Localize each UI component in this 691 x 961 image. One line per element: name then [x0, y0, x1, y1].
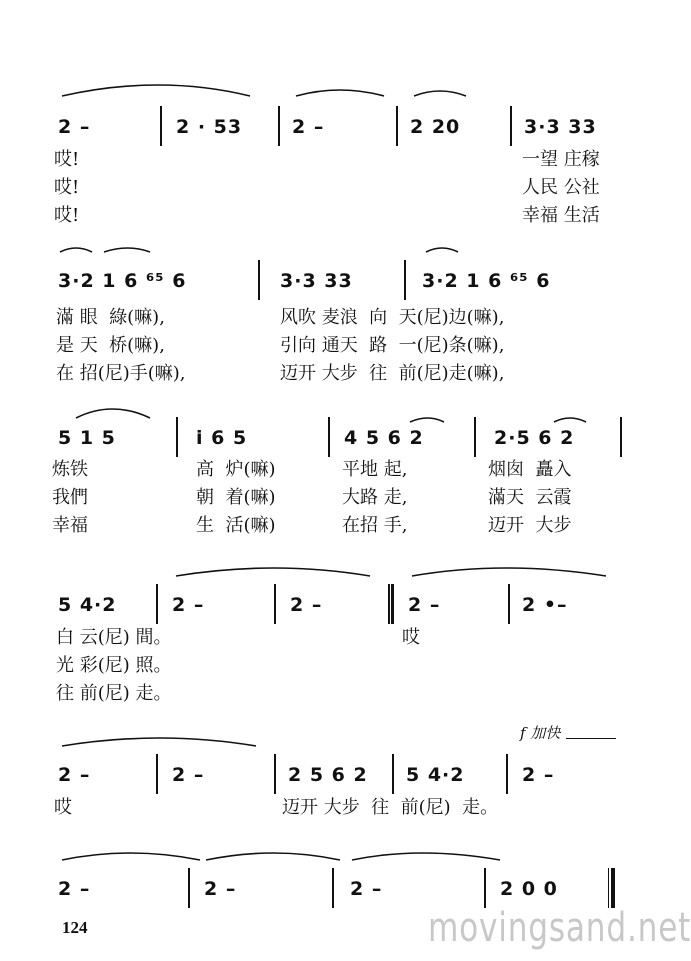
- lyric-line: [0, 146, 640, 174]
- repeat-barline: [388, 584, 394, 624]
- slur: [62, 738, 256, 746]
- slur: [414, 91, 466, 96]
- lyric: 朝 着(嘛): [196, 487, 276, 508]
- slur: [410, 418, 444, 422]
- measure: 2 –: [58, 764, 91, 786]
- lyric: 大路 走,: [342, 487, 408, 508]
- lyric: 白 云(尼) 間。: [56, 627, 172, 648]
- measure: 2·5 6 2: [494, 427, 575, 449]
- barline: [484, 868, 486, 908]
- lyric: 是 天 桥(嘛),: [56, 335, 165, 356]
- lyric-line: [0, 456, 640, 484]
- barline: [404, 260, 406, 300]
- lyric-line: [0, 624, 640, 652]
- lyric: 人民 公社: [522, 177, 600, 198]
- lyric-line: [0, 484, 640, 512]
- measure: 2 –: [58, 116, 91, 138]
- barline: [474, 417, 476, 457]
- lyric: 迈开 大步: [488, 515, 572, 536]
- measure: 2 •–: [522, 594, 568, 616]
- measure: 2 0 0: [500, 878, 558, 900]
- lyric-line: [0, 202, 640, 230]
- watermark: movingsand.net: [428, 905, 691, 951]
- measure: 5 4·2: [406, 764, 465, 786]
- lyric: 生 活(嘛): [196, 515, 276, 536]
- barline: [328, 417, 330, 457]
- lyric: 高 炉(嘛): [196, 459, 276, 480]
- measure: 2 –: [172, 764, 205, 786]
- measure: 2 –: [290, 594, 323, 616]
- slur: [412, 568, 606, 576]
- barline: [392, 754, 394, 794]
- measure: 3·3 33: [524, 116, 597, 138]
- tempo-mark: f 加快: [520, 724, 561, 742]
- lyric-line: [0, 332, 640, 360]
- tempo-line: [566, 738, 616, 739]
- lyric-line: [0, 304, 640, 332]
- measure: 3·2 1 6 ⁶⁵ 6: [58, 270, 187, 292]
- measure: 2 –: [522, 764, 555, 786]
- notes-row: [0, 423, 640, 453]
- notes-row: [0, 266, 640, 296]
- lyric-line: [0, 512, 640, 540]
- lyric: 炼铁: [52, 459, 88, 480]
- barline: [620, 417, 622, 457]
- slur: [352, 853, 500, 860]
- lyric-line: [0, 174, 640, 202]
- lyric: 一望 庄稼: [522, 149, 600, 170]
- measure: 2 –: [350, 878, 383, 900]
- barline: [506, 754, 508, 794]
- slur: [60, 248, 92, 252]
- measure: 5 1 5: [58, 427, 116, 449]
- barline: [510, 106, 512, 146]
- slur: [426, 248, 458, 252]
- notes-row: [0, 590, 640, 620]
- barline: [156, 754, 158, 794]
- measure: 2 –: [292, 116, 325, 138]
- barline: [160, 106, 162, 146]
- slur: [206, 853, 340, 860]
- lyric: 滿 眼 綠(嘛),: [56, 307, 165, 328]
- final-barline: [608, 868, 615, 908]
- slur: [76, 409, 150, 418]
- slur: [176, 568, 370, 576]
- lyric: 哎!: [54, 149, 80, 170]
- barline: [396, 106, 398, 146]
- notes-row: [0, 760, 640, 790]
- measure: 3·2 1 6 ⁶⁵ 6: [422, 270, 551, 292]
- measure: 2 5 6 2: [288, 764, 368, 786]
- slur: [554, 418, 586, 422]
- barline: [332, 868, 334, 908]
- measure: i 6 5: [196, 427, 248, 449]
- barline: [176, 417, 178, 457]
- lyric: 在招 手,: [342, 515, 408, 536]
- lyric-line: [0, 652, 640, 680]
- lyric: 哎!: [54, 205, 80, 226]
- lyric: 风吹 麦浪 向 天(尼)边(嘛),: [280, 307, 505, 328]
- barline: [188, 868, 190, 908]
- lyric: 引向 通天 路 一(尼)条(嘛),: [280, 335, 505, 356]
- lyric-line: [0, 680, 640, 708]
- measure: 2 –: [408, 594, 441, 616]
- lyric: 哎!: [54, 177, 80, 198]
- slur: [296, 90, 384, 96]
- slur: [104, 248, 150, 252]
- barline: [274, 754, 276, 794]
- barline: [258, 260, 260, 300]
- lyric: 滿天 云霞: [488, 487, 572, 508]
- measure: 5 4·2: [58, 594, 117, 616]
- lyric: 我們: [52, 487, 88, 508]
- lyric: 在 招(尼)手(嘛),: [56, 363, 186, 384]
- lyric: 幸福: [52, 515, 88, 536]
- measure: 2 20: [410, 116, 461, 138]
- lyric: 哎: [54, 797, 72, 818]
- measure: 2 · 53: [176, 116, 243, 138]
- barline: [278, 106, 280, 146]
- lyric-line: [0, 794, 640, 822]
- slur: [62, 853, 200, 860]
- measure: 4 5 6 2: [344, 427, 424, 449]
- lyric: 烟囱 矗入: [488, 459, 572, 480]
- barline: [508, 584, 510, 624]
- lyric-line: [0, 360, 640, 388]
- notes-row: [0, 874, 640, 904]
- measure: 2 –: [58, 878, 91, 900]
- lyric: 迈开 大步 往 前(尼)走(嘛),: [280, 363, 505, 384]
- measure: 3·3 33: [280, 270, 353, 292]
- notes-row: [0, 112, 640, 142]
- lyric: 平地 起,: [342, 459, 408, 480]
- lyric: 光 彩(尼) 照。: [56, 655, 172, 676]
- slur: [62, 85, 250, 96]
- page-number: 124: [62, 918, 88, 937]
- lyric: 幸福 生活: [522, 205, 600, 226]
- measure: 2 –: [204, 878, 237, 900]
- lyric: 往 前(尼) 走。: [56, 683, 172, 704]
- lyric: 哎: [402, 627, 420, 648]
- barline: [274, 584, 276, 624]
- barline: [156, 584, 158, 624]
- lyric: 迈开 大步 往 前(尼) 走。: [282, 797, 499, 818]
- measure: 2 –: [172, 594, 205, 616]
